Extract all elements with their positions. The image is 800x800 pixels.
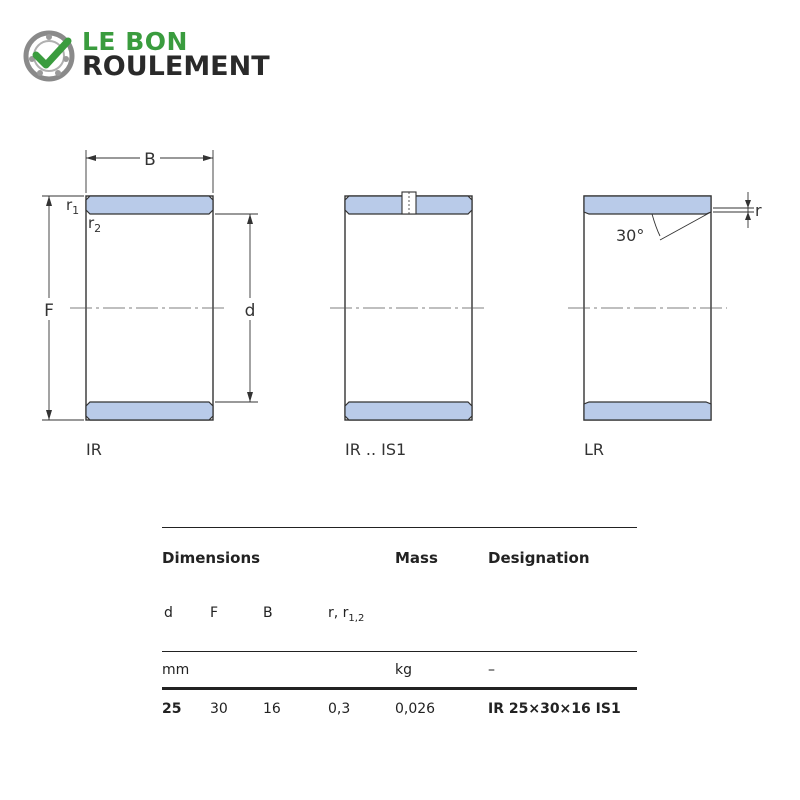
logo-text-bottom: ROULEMENT: [82, 51, 270, 82]
ir-d-arrow-top: [247, 214, 253, 224]
subheader-d: d: [164, 605, 173, 621]
caption-ir-is1: IR .. IS1: [345, 440, 407, 459]
lr-drawing: [568, 192, 762, 420]
label-f: F: [44, 301, 54, 321]
lr-ring-top: [584, 196, 711, 214]
ir-ring-top: [86, 196, 213, 214]
label-b: B: [144, 150, 156, 170]
label-r2: $r_2$: [88, 214, 102, 235]
subheader-b: B: [263, 605, 273, 621]
header-dimensions: Dimensions: [162, 549, 261, 567]
cell-r: 0,3: [328, 701, 351, 717]
ir-is1-ring-bottom: [345, 402, 472, 420]
unit-mm: mm: [162, 662, 190, 678]
label-d: d: [244, 301, 256, 321]
ir-f-arrow-top: [46, 196, 52, 206]
ir-f-arrow-bottom: [46, 410, 52, 420]
subheader-r: r, $r_{1,2}$: [328, 605, 365, 624]
header-designation: Designation: [488, 549, 590, 567]
cell-d: 25: [162, 701, 182, 717]
ir-b-arrow-right: [203, 155, 213, 161]
cell-b: 16: [263, 701, 281, 717]
caption-ir: IR: [86, 440, 102, 459]
logo-text-top: LE BON: [82, 27, 188, 56]
unit-kg: kg: [395, 662, 412, 678]
header-mass: Mass: [395, 549, 438, 567]
cell-designation: IR 25×30×16 IS1: [488, 701, 621, 717]
dimensions-table: [162, 527, 637, 727]
unit-dash: –: [488, 662, 495, 678]
table-top-rule: [162, 527, 637, 528]
data-rule: [162, 687, 637, 690]
ir-b-arrow-left: [86, 155, 96, 161]
label-angle: 30°: [616, 226, 645, 245]
ir-ring-bottom: [86, 402, 213, 420]
lubrication-hole: [402, 192, 416, 214]
label-r1: $r_1$: [66, 196, 80, 217]
cell-mass: 0,026: [395, 701, 436, 717]
ir-is1-drawing: [330, 192, 487, 420]
ir-drawing: [40, 148, 259, 420]
subheader-f: F: [210, 605, 219, 621]
lr-ring-bottom: [584, 402, 711, 420]
cell-f: 30: [210, 701, 228, 717]
ir-d-arrow-bottom: [247, 392, 253, 402]
units-rule: [162, 651, 637, 652]
label-r: r: [755, 201, 762, 220]
caption-lr: LR: [584, 440, 605, 459]
